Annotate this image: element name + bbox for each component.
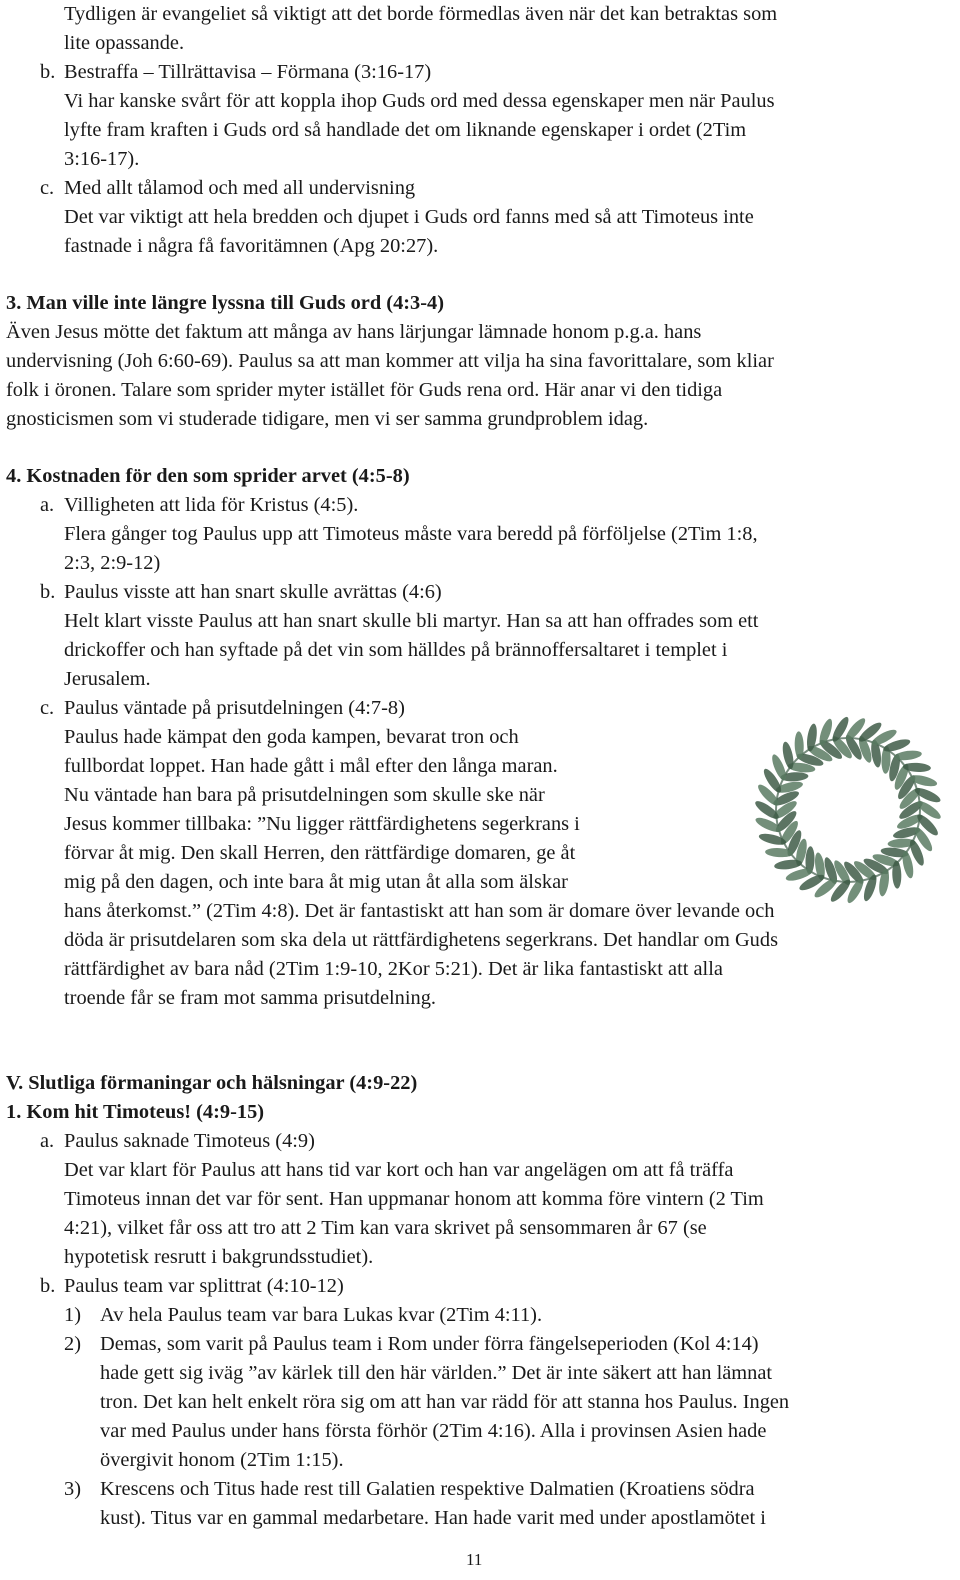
- numbered-item-line: Demas, som varit på Paulus team i Rom under förra fängelseperioden (Kol 4:14): [100, 1333, 759, 1355]
- numbered-item-line: Av hela Paulus team var bara Lukas kvar (2Tim 4:11).: [100, 1304, 543, 1326]
- list-label: b.: [40, 1275, 56, 1297]
- list-label: a.: [40, 1130, 55, 1152]
- section-heading-text: 4. Kostnaden för den som sprider arvet: [6, 465, 347, 487]
- body-line: Timoteus innan det var för sent. Han uppmanar honom att komma före vintern (2 Tim: [64, 1188, 764, 1210]
- body-line: 2:3, 2:9-12): [64, 552, 161, 574]
- body-line: gnosticismen som vi studerade tidigare, men vi ser samma grundproblem idag.: [6, 408, 649, 430]
- numbered-item-line: hade gett sig iväg ”av kärlek till den här världen.” Det är inte säkert att han lämnat: [100, 1362, 773, 1384]
- subsection-heading-ref: (4:9-15): [191, 1101, 265, 1123]
- numbered-item-line: var med Paulus under hans första förhör (2Tim 4:16). Alla i provinsen Asien hade: [100, 1420, 767, 1442]
- wreath-leaf: [758, 832, 787, 847]
- body-line: lyfte fram kraften i Guds ord så handlade det om liknande egenskaper i ordet (2Tim: [64, 119, 747, 141]
- body-line: 4:21), vilket får oss att tro att 2 Tim kan vara skrivet på sensommaren år 67 (se: [64, 1217, 707, 1239]
- body-line: 3:16-17).: [64, 148, 140, 170]
- subheading: Med allt tålamod och med all undervisning: [64, 177, 416, 199]
- body-line: Det var klart för Paulus att hans tid var kort och han var angelägen om att få träffa: [64, 1159, 734, 1181]
- body-line: Även Jesus mötte det faktum att många av hans lärjungar lämnade honom p.g.a. hans: [6, 321, 702, 343]
- numbered-label: 3): [64, 1478, 81, 1500]
- section-heading-ref: (4:5-8): [346, 465, 410, 487]
- body-line: folk i öronen. Talare som sprider myter istället för Guds rena ord. Här anar vi den tidiga: [6, 379, 723, 401]
- section-heading-text: 3. Man ville inte längre lyssna till Guds ord: [6, 292, 382, 314]
- numbered-label: 2): [64, 1333, 81, 1355]
- subheading: Paulus väntade på prisutdelningen (4:7-8): [64, 697, 405, 719]
- numbered-item-line: övergivit honom (2Tim 1:15).: [100, 1449, 344, 1471]
- numbered-label: 1): [64, 1304, 81, 1326]
- body-line: Jesus kommer tillbaka: ”Nu ligger rättfärdighetens segerkrans i: [64, 813, 580, 835]
- subheading: Paulus saknade Timoteus (4:9): [64, 1130, 315, 1152]
- body-line: fullbordat loppet. Han hade gått i mål efter den långa maran.: [64, 755, 558, 777]
- list-label: b.: [40, 61, 56, 83]
- subheading: Paulus visste att han snart skulle avrättas (4:6): [64, 581, 442, 603]
- numbered-item-line: tron. Det kan helt enkelt röra sig om att han var rädd för att stanna hos Paulus. Ingen: [100, 1391, 790, 1413]
- body-line: rättfärdighet av bara nåd (2Tim 1:9-10, 2Kor 5:21). Det är lika fantastiskt att alla: [64, 958, 723, 980]
- subheading: Bestraffa – Tillrättavisa – Förmana (3:16-17): [64, 61, 432, 83]
- list-label: b.: [40, 581, 56, 603]
- wreath-leaf: [909, 773, 938, 788]
- section-heading: [6, 462, 410, 491]
- body-line: hypotetisk resrutt i bakgrundsstudiet).: [64, 1246, 374, 1268]
- body-line: Flera gånger tog Paulus upp att Timoteus måste vara beredd på förföljelse (2Tim 1:8,: [64, 523, 758, 545]
- numbered-item-line: Krescens och Titus hade rest till Galatien respektive Dalmatien (Kroatiens södra: [100, 1478, 755, 1500]
- body-line: fastnade i några få favoritämnen (Apg 20:27).: [64, 235, 439, 257]
- section-heading-text: V. Slutliga förmaningar och hälsningar: [6, 1072, 345, 1094]
- section-heading-ref: (4:3-4): [381, 292, 445, 314]
- section-heading: [6, 289, 444, 318]
- list-label: a.: [40, 494, 55, 516]
- body-line: Jerusalem.: [64, 668, 151, 690]
- body-line: hans återkomst.” (2Tim 4:8). Det är fantastiskt att han som är domare över levande och: [64, 900, 775, 922]
- list-label: c.: [40, 697, 55, 719]
- body-line: förvar åt mig. Den skall Herren, den rättfärdige domaren, ge åt: [64, 842, 576, 864]
- intro-line: lite opassande.: [64, 32, 185, 54]
- subheading: Villigheten att lida för Kristus (4:5).: [64, 494, 359, 516]
- list-label: c.: [40, 177, 55, 199]
- section-heading-ref: (4:9-22): [344, 1072, 418, 1094]
- body-line: mig på den dagen, och inte bara åt mig utan åt alla som älskar: [64, 871, 568, 893]
- laurel-wreath-icon: [748, 712, 948, 908]
- section-heading: [6, 1069, 417, 1098]
- body-line: troende får se fram mot samma prisutdelning.: [64, 987, 437, 1009]
- body-line: Helt klart visste Paulus att han snart skulle bli martyr. Han sa att han offrades som ett: [64, 610, 759, 632]
- page-number: 11: [466, 1550, 483, 1569]
- body-line: Nu väntade han bara på prisutdelningen som skulle ske när: [64, 784, 545, 806]
- body-line: döda är prisutdelaren som ska dela ut rättfärdighetens segerkrans. Det handlar om Guds: [64, 929, 779, 951]
- subheading: Paulus team var splittrat (4:10-12): [64, 1275, 344, 1297]
- body-line: drickoffer och han syftade på det vin som hälldes på brännoffersaltaret i templet i: [64, 639, 728, 661]
- numbered-item-line: kust). Titus var en gammal medarbetare. Han hade varit med under apostlamötet i: [100, 1507, 766, 1529]
- body-line: undervisning (Joh 6:60-69). Paulus sa att man kommer att vilja ha sina favorittalare, som kliar: [6, 350, 774, 372]
- body-line: Det var viktigt att hela bredden och djupet i Guds ord fanns med så att Timoteus inte: [64, 206, 754, 228]
- body-line: Vi har kanske svårt för att koppla ihop Guds ord med dessa egenskaper men när Paulus: [64, 90, 775, 112]
- subsection-heading: [6, 1098, 264, 1127]
- subsection-heading-text: 1. Kom hit Timoteus!: [6, 1101, 192, 1123]
- intro-line: Tydligen är evangeliet så viktigt att det borde förmedlas även när det kan betraktas som: [64, 3, 778, 25]
- body-line: Paulus hade kämpat den goda kampen, bevarat tron och: [64, 726, 519, 748]
